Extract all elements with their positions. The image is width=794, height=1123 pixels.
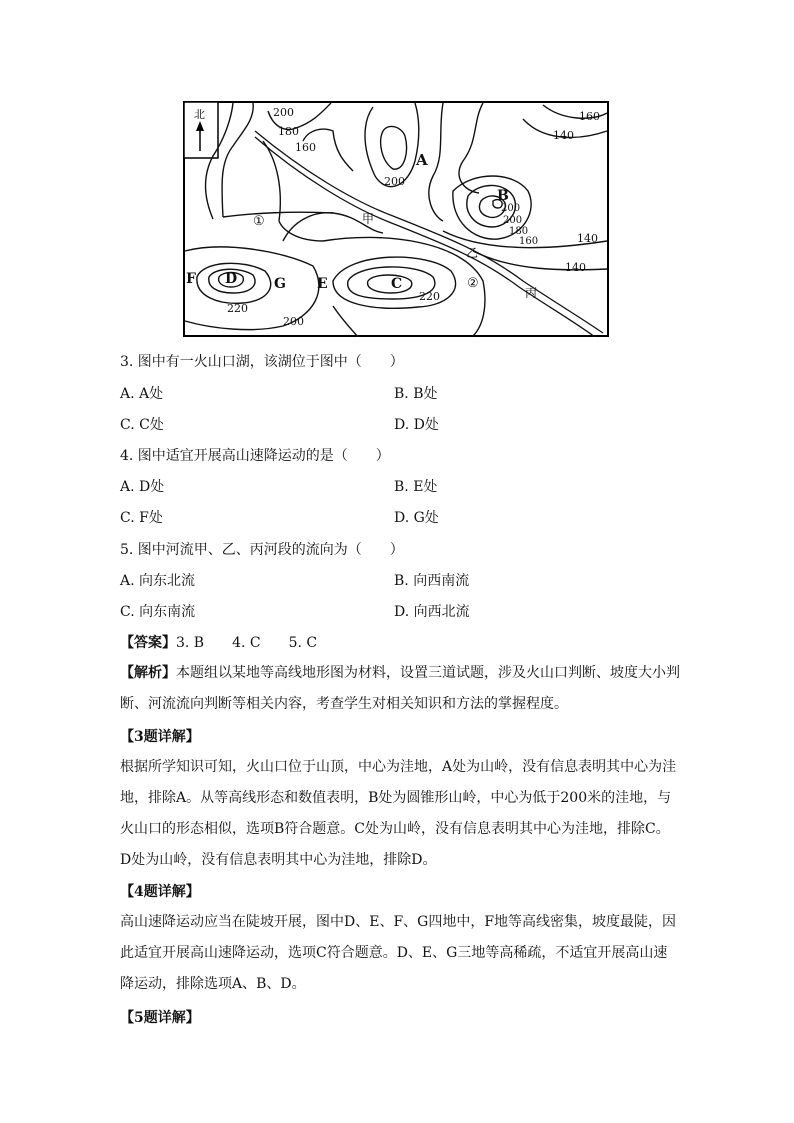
question-5-option-b: B. 向西南流 [394, 573, 470, 589]
contour-label: 220 [419, 290, 440, 303]
contour-label: 160 [519, 236, 539, 247]
answer-text: 3. B 4. C 5. C [176, 635, 318, 651]
contour-label: 200 [501, 203, 521, 214]
north-arrow [184, 102, 218, 158]
question-4-option-d: D. G处 [394, 510, 439, 526]
label-a: A [416, 151, 428, 169]
contour-label: 160 [295, 141, 316, 154]
detail-4-heading: 【4题详解】 [120, 884, 200, 900]
contour-label: 140 [553, 129, 574, 142]
question-5-option-a: A. 向东北流 [120, 573, 196, 589]
contour-label: 200 [283, 315, 304, 328]
detail-4-text: 高山速降运动应当在陡坡开展，图中D、E、F、G四地中，F地等高线密集，坡度最陡，因此适宜开展高山速降运动，选项C符合题意。D、E、G三地等高稀疏，不适宜开展高山速降运动，排除选项A、B、D。 [120, 914, 677, 992]
label-b: B [497, 188, 509, 204]
analysis-text: 本题组以某地等高线地形图为材料，设置三道试题，涉及火山口判断、坡度大小判断、河流流向判断等相关内容，考查学生对相关知识和方法的掌握程度。 [120, 665, 680, 712]
detail-3-text: 根据所学知识可知，火山口位于山顶，中心为洼地，A处为山岭，没有信息表明其中心为洼地，排除A。从等高线形态和数值表明，B处为圆锥形山岭，中心为低于200米的洼地，与火山口的形态相似，选项B符合题意。C处为山岭，没有信息表明其中心为洼地，排除C。D处为山岭，没有信息表明其中心为洼地，排除D。 [120, 759, 677, 868]
question-3-stem: 3. 图中有一火山口湖，该湖位于图中（ ） [120, 354, 404, 370]
label-c: C [391, 276, 403, 292]
river-label-bing: 丙 [525, 286, 538, 300]
question-4-stem: 4. 图中适宜开展高山速降运动的是（ ） [120, 448, 390, 464]
label-g: G [274, 276, 286, 292]
contour-label: 140 [577, 232, 598, 245]
question-5-stem: 5. 图中河流甲、乙、丙河段的流向为（ ） [120, 542, 404, 558]
label-e: E [317, 276, 328, 292]
detail-5-heading: 【5题详解】 [120, 1010, 200, 1026]
contour-label: 220 [227, 302, 248, 315]
label-d: D [225, 271, 238, 287]
contour-label: 160 [579, 110, 600, 123]
contour-label: 180 [509, 226, 529, 237]
contour-label: 200 [273, 106, 294, 119]
question-4-option-c: C. F处 [120, 510, 163, 526]
question-3-option-d: D. D处 [394, 417, 439, 433]
detail-3-heading: 【3题详解】 [120, 729, 200, 745]
circled-label-one: ① [253, 214, 265, 229]
contour-label: 180 [278, 125, 299, 138]
question-4-option-b: B. E处 [394, 479, 438, 495]
contour-label: 200 [503, 215, 523, 226]
label-f: F [186, 271, 196, 287]
north-label: 北 [194, 108, 205, 121]
question-5-option-d: D. 向西北流 [394, 604, 470, 620]
answer-line [120, 633, 317, 653]
question-3-option-a: A. A处 [120, 386, 164, 402]
circled-label-two: ② [467, 276, 479, 291]
map-frame [184, 102, 608, 336]
question-3-option-b: B. B处 [394, 386, 438, 402]
contour-label: 140 [565, 261, 586, 274]
contour-map [183, 101, 609, 337]
contour-label: 200 [384, 175, 405, 188]
river-label-yi: 乙 [466, 246, 479, 260]
answer-label: 【答案】 [120, 635, 176, 651]
analysis-label: 【解析】 [120, 665, 176, 681]
question-3-option-c: C. C处 [120, 417, 164, 433]
question-5-option-c: C. 向东南流 [120, 604, 196, 620]
river-label-jia: 甲 [362, 212, 375, 226]
analysis-paragraph [120, 658, 680, 720]
question-4-option-a: A. D处 [120, 479, 165, 495]
